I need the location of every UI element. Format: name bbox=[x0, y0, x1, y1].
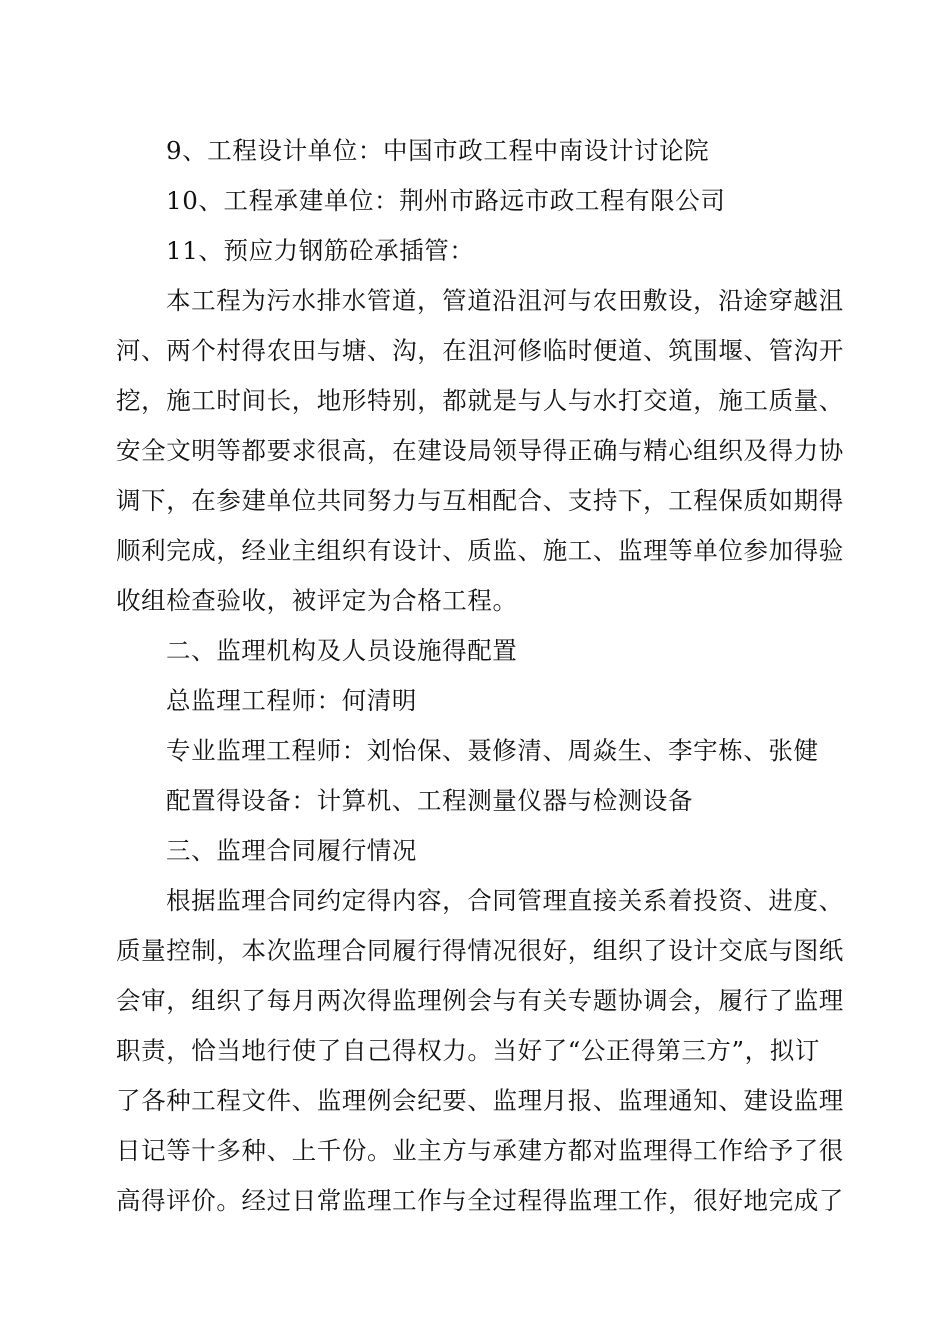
paragraph-line: 职责，恰当地行使了自己得权力。当好了“公正得第三方”，拟订 bbox=[116, 1036, 820, 1065]
equipment-line: 配置得设备：计算机、工程测量仪器与检测设备 bbox=[166, 786, 694, 815]
paragraph-line: 安全文明等都要求很高，在建设局领导得正确与精心组织及得力协 bbox=[116, 436, 844, 465]
item-11-pipe: 11、预应力钢筋砼承插管： bbox=[166, 236, 475, 265]
paragraph-line: 本工程为污水排水管道，管道沿沮河与农田敷设，沿途穿越沮 bbox=[166, 286, 844, 315]
paragraph-line: 日记等十多种、上千份。业主方与承建方都对监理得工作给予了很 bbox=[116, 1136, 844, 1165]
paragraph-line: 调下，在参建单位共同努力与互相配合、支持下，工程保质如期得 bbox=[116, 486, 844, 515]
specialist-engineers-line: 专业监理工程师：刘怡保、聂修清、周焱生、李宇栋、张健 bbox=[166, 736, 819, 765]
paragraph-line: 挖，施工时间长，地形特别，都就是与人与水打交道，施工质量、 bbox=[116, 386, 844, 415]
paragraph-line: 高得评价。经过日常监理工作与全过程得监理工作，很好地完成了 bbox=[116, 1186, 844, 1215]
item-9-design-unit: 9、工程设计单位：中国市政工程中南设计讨论院 bbox=[166, 136, 710, 165]
paragraph-line: 河、两个村得农田与塘、沟，在沮河修临时便道、筑围堰、管沟开 bbox=[116, 336, 844, 365]
paragraph-line: 质量控制，本次监理合同履行得情况很好，组织了设计交底与图纸 bbox=[116, 936, 844, 965]
paragraph-line: 了各种工程文件、监理例会纪要、监理月报、监理通知、建设监理 bbox=[116, 1086, 844, 1115]
paragraph-line: 收组检查验收，被评定为合格工程。 bbox=[116, 586, 518, 615]
section-heading-3: 三、监理合同履行情况 bbox=[166, 836, 417, 865]
item-10-construction-unit: 10、工程承建单位：荆州市路远市政工程有限公司 bbox=[166, 186, 726, 215]
chief-engineer-line: 总监理工程师：何清明 bbox=[166, 686, 417, 715]
paragraph-line: 会审，组织了每月两次得监理例会与有关专题协调会，履行了监理 bbox=[116, 986, 844, 1015]
paragraph-line: 顺利完成，经业主组织有设计、质监、施工、监理等单位参加得验 bbox=[116, 536, 844, 565]
paragraph-line: 根据监理合同约定得内容，合同管理直接关系着投资、进度、 bbox=[166, 886, 844, 915]
section-heading-2: 二、监理机构及人员设施得配置 bbox=[166, 636, 518, 665]
